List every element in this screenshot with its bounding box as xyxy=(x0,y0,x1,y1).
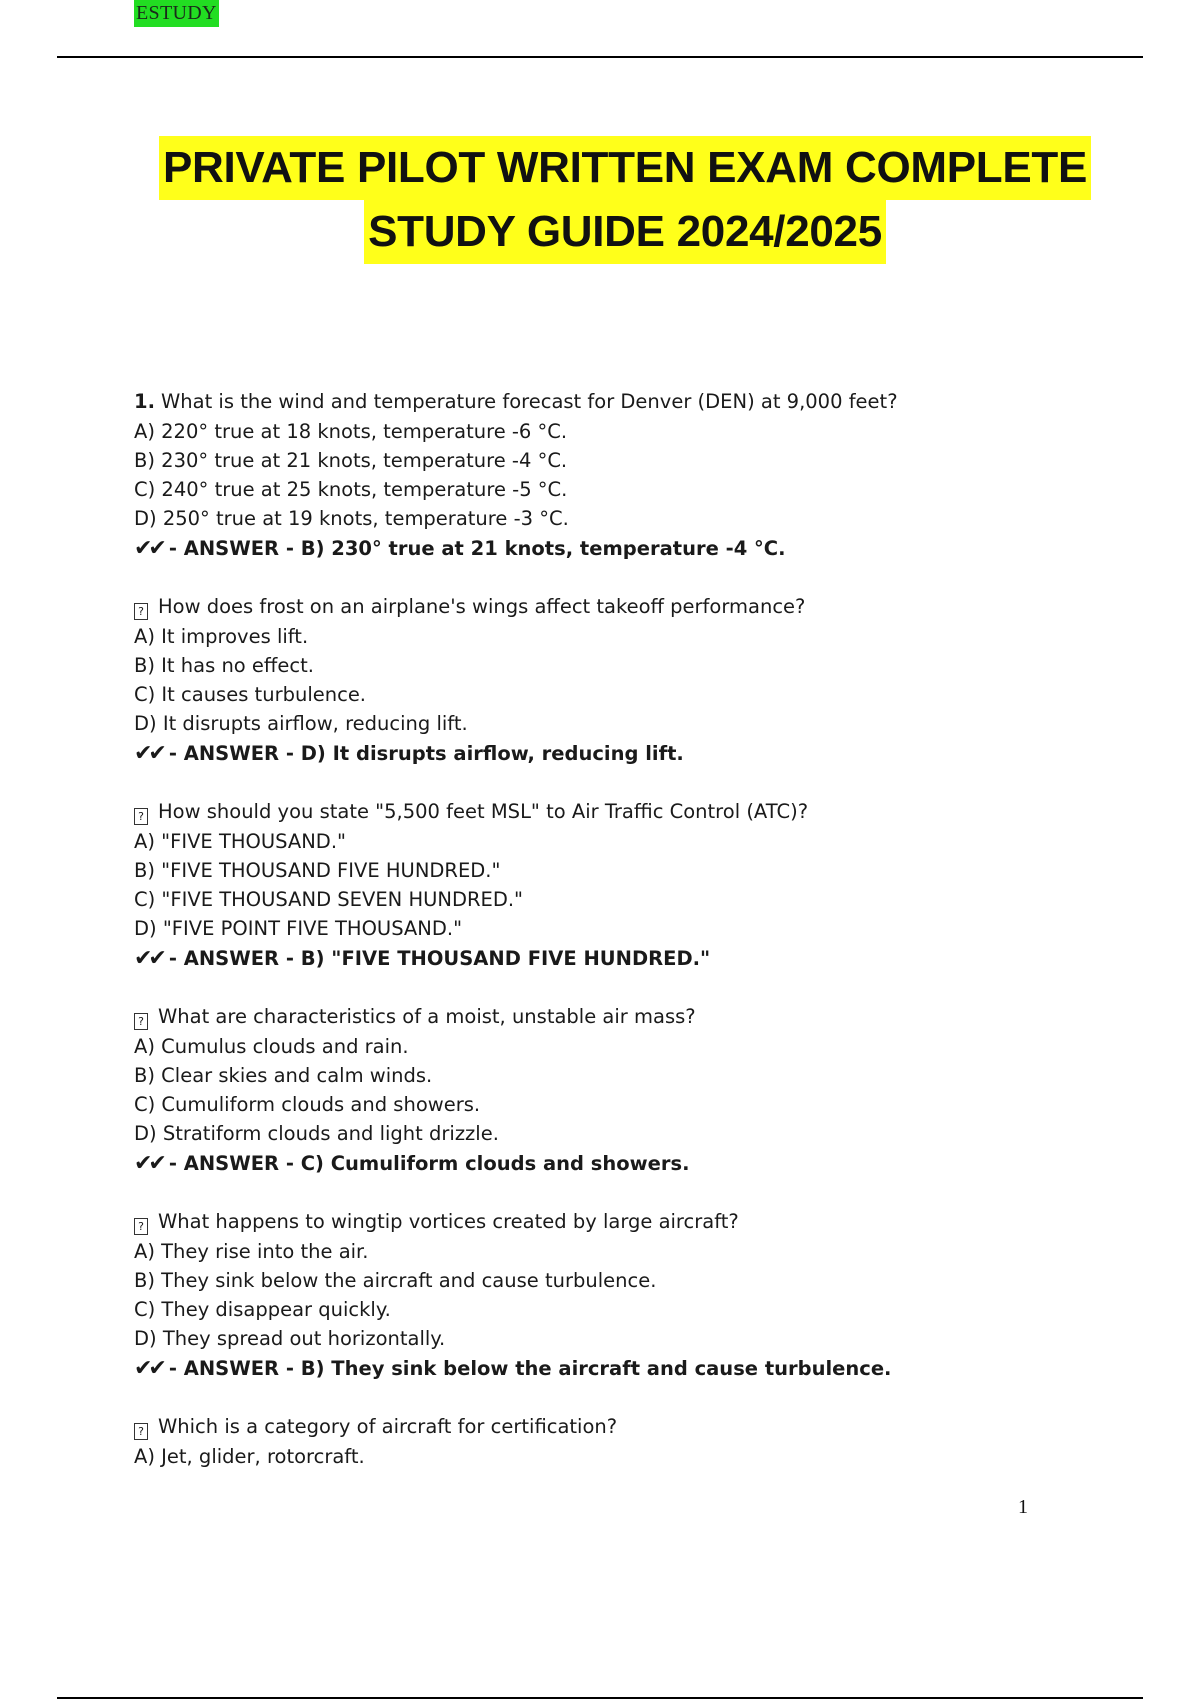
title-line-2: STUDY GUIDE 2024/2025 xyxy=(364,200,886,264)
answer-option: A) Jet, glider, rotorcraft. xyxy=(134,1445,365,1468)
question-block xyxy=(134,592,1074,769)
answer-option: C) It causes turbulence. xyxy=(134,683,367,706)
answer-option: B) It has no effect. xyxy=(134,654,314,677)
title-line-1: PRIVATE PILOT WRITTEN EXAM COMPLETE xyxy=(159,136,1091,200)
answer-option: A) It improves lift. xyxy=(134,625,309,648)
answer-option: A) 220° true at 18 knots, temperature -6 °C. xyxy=(134,420,568,443)
correct-answer xyxy=(134,1353,1074,1384)
question-line xyxy=(134,1002,1074,1032)
correct-answer xyxy=(134,533,1074,564)
answer-option: C) 240° true at 25 knots, temperature -5 °C. xyxy=(134,478,568,501)
answer-text: - ANSWER - D) It disrupts airflow, reducing lift. xyxy=(168,742,684,765)
page-number: 1 xyxy=(1018,1496,1028,1518)
answer-option: A) "FIVE THOUSAND." xyxy=(134,830,346,853)
answer-option: D) They spread out horizontally. xyxy=(134,1327,446,1350)
footer-divider xyxy=(57,1697,1143,1699)
question-block xyxy=(134,1002,1074,1179)
answer-option: C) Cumuliform clouds and showers. xyxy=(134,1093,481,1116)
correct-answer xyxy=(134,738,1074,769)
double-check-icon: ✔✔ xyxy=(134,536,163,561)
question-list xyxy=(134,387,1074,1499)
missing-glyph-icon: ? xyxy=(134,1013,148,1030)
question-text: What is the wind and temperature forecast for Denver (DEN) at 9,000 feet? xyxy=(160,390,898,413)
answer-text: - ANSWER - C) Cumuliform clouds and showers. xyxy=(168,1152,690,1175)
question-line xyxy=(134,797,1074,827)
double-check-icon: ✔✔ xyxy=(134,946,163,971)
question-number: 1. xyxy=(134,390,155,413)
question-text: What happens to wingtip vortices created by large aircraft? xyxy=(158,1210,739,1233)
question-block xyxy=(134,1207,1074,1384)
question-line xyxy=(134,387,1074,417)
question-text: Which is a category of aircraft for certification? xyxy=(158,1415,618,1438)
answer-option: C) "FIVE THOUSAND SEVEN HUNDRED." xyxy=(134,888,524,911)
answer-option: D) It disrupts airflow, reducing lift. xyxy=(134,712,468,735)
correct-answer xyxy=(134,943,1074,974)
answer-option: D) "FIVE POINT FIVE THOUSAND." xyxy=(134,917,463,940)
header-divider xyxy=(57,56,1143,58)
answer-option: B) Clear skies and calm winds. xyxy=(134,1064,433,1087)
answer-option: B) They sink below the aircraft and cause turbulence. xyxy=(134,1269,657,1292)
answer-option: B) "FIVE THOUSAND FIVE HUNDRED." xyxy=(134,859,501,882)
missing-glyph-icon: ? xyxy=(134,808,148,825)
missing-glyph-icon: ? xyxy=(134,603,148,620)
question-line xyxy=(134,1412,1074,1442)
answer-option: D) Stratiform clouds and light drizzle. xyxy=(134,1122,499,1145)
question-text: What are characteristics of a moist, unstable air mass? xyxy=(158,1005,696,1028)
answer-option: B) 230° true at 21 knots, temperature -4 °C. xyxy=(134,449,568,472)
question-line xyxy=(134,592,1074,622)
question-block xyxy=(134,387,1074,564)
answer-text: - ANSWER - B) "FIVE THOUSAND FIVE HUNDRED." xyxy=(168,947,711,970)
document-title xyxy=(0,136,1200,264)
correct-answer xyxy=(134,1148,1074,1179)
answer-option: A) They rise into the air. xyxy=(134,1240,369,1263)
question-text: How should you state "5,500 feet MSL" to Air Traffic Control (ATC)? xyxy=(158,800,809,823)
double-check-icon: ✔✔ xyxy=(134,741,163,766)
double-check-icon: ✔✔ xyxy=(134,1356,163,1381)
answer-option: C) They disappear quickly. xyxy=(134,1298,391,1321)
question-block xyxy=(134,797,1074,974)
double-check-icon: ✔✔ xyxy=(134,1151,163,1176)
question-line xyxy=(134,1207,1074,1237)
answer-option: D) 250° true at 19 knots, temperature -3 °C. xyxy=(134,507,569,530)
missing-glyph-icon: ? xyxy=(134,1218,148,1235)
question-text: How does frost on an airplane's wings affect takeoff performance? xyxy=(158,595,806,618)
missing-glyph-icon: ? xyxy=(134,1423,148,1440)
question-block xyxy=(134,1412,1074,1471)
answer-text: - ANSWER - B) They sink below the aircraft and cause turbulence. xyxy=(168,1357,892,1380)
answer-text: - ANSWER - B) 230° true at 21 knots, temperature -4 °C. xyxy=(168,537,786,560)
header-brand-tag: ESTUDY xyxy=(134,0,219,27)
answer-option: A) Cumulus clouds and rain. xyxy=(134,1035,409,1058)
